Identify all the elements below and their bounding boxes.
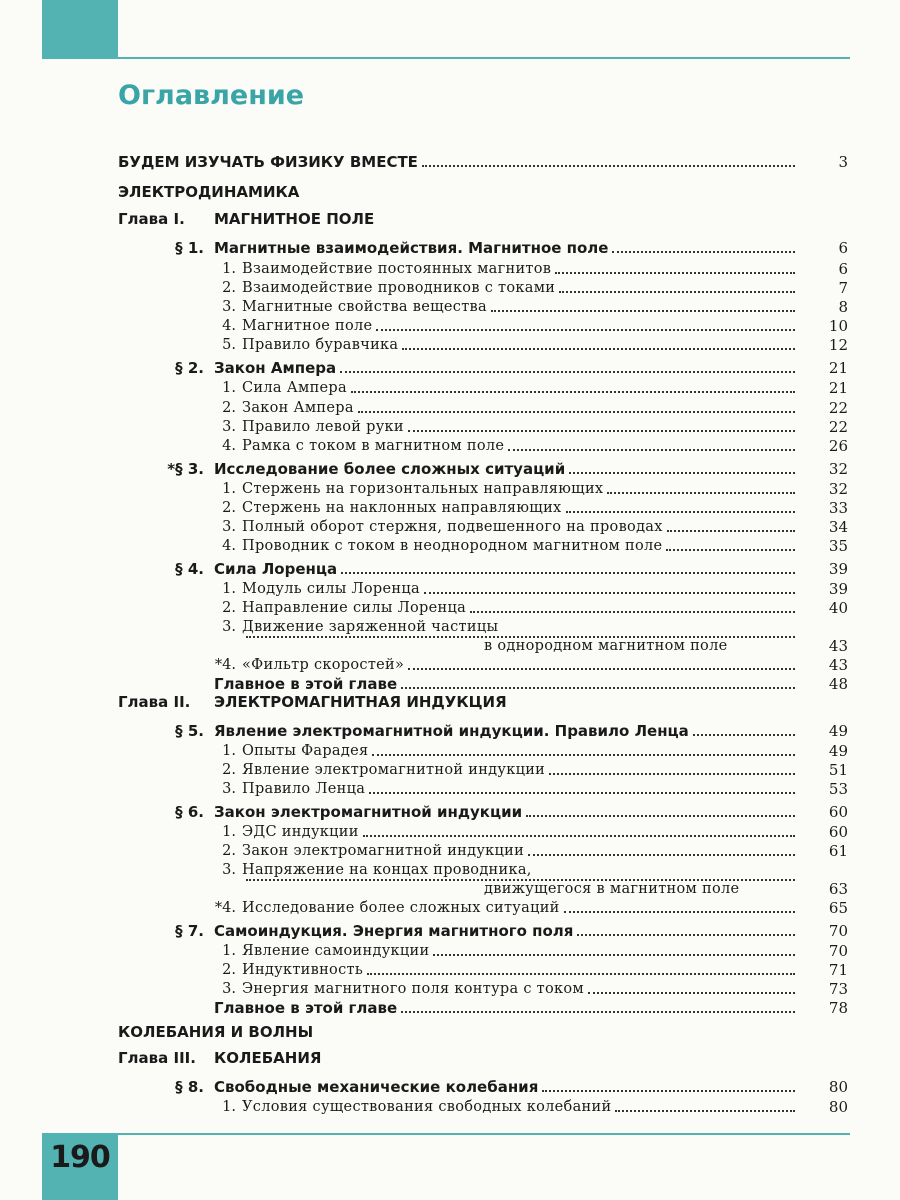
page-ref: 65 [828,899,848,917]
entry-title: Магнитные взаимодействия. Магнитное поле [214,239,609,257]
dot-leader [402,348,795,350]
footer-rule [42,1133,850,1135]
page-ref: 12 [828,336,848,354]
chapter-number: Глава II. [118,693,191,711]
item-number: 2. [222,500,236,516]
dot-leader [526,815,795,817]
section-number: § 7. [175,922,204,940]
entry-title: Проводник с током в неоднородном магнитном поле [242,538,663,554]
toc-entry [0,182,900,202]
dot-leader [372,754,795,756]
entry-title: Полный оборот стержня, подвешенного на проводах [242,519,663,535]
dot-leader [612,251,795,253]
toc-entry [0,459,900,479]
dot-leader [607,492,795,494]
toc-entry [0,960,900,980]
entry-title: Самоиндукция. Энергия магнитного поля [214,922,574,940]
toc-entry [0,921,900,941]
item-number: 4. [222,538,236,554]
item-number: 1. [222,824,236,840]
item-number: 3. [222,619,236,635]
dot-leader [401,687,795,689]
entry-title: Закон Ампера [214,359,337,377]
toc-entry [0,998,900,1018]
toc-entry [0,822,900,842]
entry-title: Правило буравчика [242,337,399,353]
page-ref: 39 [828,580,848,598]
item-number: *4. [214,657,236,673]
entry-title: Главное в этой главе [214,675,398,693]
entry-title: Правило левой руки [242,419,404,435]
section-number: § 5. [175,722,204,740]
chapter-title: МАГНИТНОЕ ПОЛЕ [214,210,375,228]
dot-leader [508,449,795,451]
page-ref: 22 [828,399,848,417]
dot-leader [433,954,795,956]
item-number: *4. [214,900,236,916]
dot-leader [667,530,795,532]
toc-entry [0,898,900,918]
page-ref: 80 [828,1098,848,1116]
dot-leader [424,592,795,594]
toc-entry [0,1048,900,1068]
dot-leader [549,773,795,775]
toc-entry [0,436,900,456]
toc-entry [0,1077,900,1097]
page-ref: 3 [838,153,848,171]
item-number: 1. [222,380,236,396]
item-number: 3. [222,519,236,535]
entry-title: Закон Ампера [242,400,354,416]
dot-leader [588,992,795,994]
entry-title: Стержень на горизонтальных направляющих [242,481,604,497]
item-number: 5. [222,337,236,353]
item-number: 1. [222,1099,236,1115]
toc-entry [0,655,900,675]
item-number: 2. [222,962,236,978]
page-ref: 26 [828,437,848,455]
toc-entry [0,941,900,961]
page-ref: 32 [828,460,848,478]
entry-title: Явление электромагнитной индукции. Правило Ленца [214,722,689,740]
toc-entry [0,779,900,799]
dot-leader [542,1090,795,1092]
dot-leader [422,165,795,167]
toc-entry [0,674,900,694]
entry-title: «Фильтр скоростей» [242,657,405,673]
page-ref: 48 [828,675,848,693]
item-number: 3. [222,419,236,435]
dot-leader [341,572,795,574]
page-ref: 21 [828,359,848,377]
entry-title: Исследование более сложных ситуаций [242,900,560,916]
page-ref: 49 [828,722,848,740]
dot-leader [566,511,795,513]
toc-entry [0,316,900,336]
entry-title-continued: движущегося в магнитном поле [484,881,740,897]
entry-title: Условия существования свободных колебаний [242,1099,612,1115]
entry-title: Магнитные свойства вещества [242,299,487,315]
item-number: 2. [222,280,236,296]
entry-title: Взаимодействие проводников с токами [242,280,556,296]
page-ref: 70 [828,922,848,940]
toc-entry [0,536,900,556]
dot-leader [666,549,795,551]
entry-title: Взаимодействие постоянных магнитов [242,261,552,277]
chapter-number: Глава I. [118,210,185,228]
section-number: § 4. [175,560,204,578]
dot-leader [340,371,795,373]
toc-entry [0,1097,900,1117]
chapter-title: ЭЛЕКТРОМАГНИТНАЯ ИНДУКЦИЯ [214,693,507,711]
dot-leader [369,792,795,794]
chapter-number: Глава III. [118,1049,196,1067]
entry-title: Индуктивность [242,962,364,978]
header-rule [42,57,850,59]
toc-entry [0,979,900,999]
dot-leader [401,1011,795,1013]
page-ref: 53 [828,780,848,798]
toc-entry [0,238,900,258]
dot-leader [564,911,795,913]
entry-title: Явление электромагнитной индукции [242,762,546,778]
page-ref: 43 [828,656,848,674]
entry-title: ЭДС индукции [242,824,359,840]
entry-title: Модуль силы Лоренца [242,581,420,597]
item-number: 1. [222,481,236,497]
toc-entry [0,278,900,298]
section-number: *§ 3. [167,460,204,478]
page-ref: 43 [828,637,848,655]
item-number: 3. [222,981,236,997]
toc-entry [0,417,900,437]
chapter-title: КОЛЕБАНИЯ [214,1049,322,1067]
toc-entry [0,398,900,418]
page-ref: 71 [828,961,848,979]
item-number: 3. [222,781,236,797]
dot-leader [491,310,795,312]
toc-entry [0,802,900,822]
item-number: 1. [222,743,236,759]
item-number: 1. [222,261,236,277]
dot-leader [367,973,795,975]
item-number: 3. [222,862,236,878]
toc-entry [0,617,900,637]
entry-title: Стержень на наклонных направляющих [242,500,562,516]
page-ref: 22 [828,418,848,436]
entry-title: Сила Лоренца [214,560,338,578]
page-ref: 73 [828,980,848,998]
page-ref: 63 [828,880,848,898]
page-ref: 39 [828,560,848,578]
dot-leader [615,1110,795,1112]
entry-title: БУДЕМ ИЗУЧАТЬ ФИЗИКУ ВМЕСТЕ [118,153,418,171]
part-title: КОЛЕБАНИЯ И ВОЛНЫ [118,1023,314,1041]
entry-title: Сила Ампера [242,380,347,396]
toc-entry [0,152,900,172]
item-number: 2. [222,400,236,416]
entry-title: Свободные механические колебания [214,1078,539,1096]
toc-entry [0,335,900,355]
page-ref: 6 [838,260,848,278]
part-title: ЭЛЕКТРОДИНАМИКА [118,183,300,201]
item-number: 1. [222,581,236,597]
entry-title: Исследование более сложных ситуаций [214,460,566,478]
entry-title: Энергия магнитного поля контура с током [242,981,584,997]
toc-entry [0,358,900,378]
dot-leader [577,934,795,936]
page-ref: 70 [828,942,848,960]
entry-title: Закон электромагнитной индукции [242,843,525,859]
toc-entry [0,259,900,279]
entry-title: Правило Ленца [242,781,366,797]
page-ref: 40 [828,599,848,617]
section-number: § 2. [175,359,204,377]
toc-entry [0,860,900,880]
entry-title: Напряжение на концах проводника, [242,862,532,878]
section-number: § 1. [175,239,204,257]
dot-leader [363,835,795,837]
toc-entry [0,879,900,899]
entry-title: Рамка с током в магнитном поле [242,438,505,454]
page-ref: 7 [838,279,848,297]
dot-leader [555,272,795,274]
page-ref: 51 [828,761,848,779]
toc-entry [0,721,900,741]
dot-leader [559,291,795,293]
dot-leader [408,668,795,670]
dot-leader [358,411,795,413]
item-number: 3. [222,299,236,315]
dot-leader [569,472,795,474]
entry-title: Опыты Фарадея [242,743,369,759]
item-number: 4. [222,438,236,454]
page-ref: 60 [828,823,848,841]
dot-leader [470,611,795,613]
entry-title: Движение заряженной частицы [242,619,499,635]
entry-title: Магнитное поле [242,318,373,334]
toc-entry [0,841,900,861]
page-ref: 61 [828,842,848,860]
toc-entry [0,579,900,599]
dot-leader [693,734,795,736]
page-ref: 49 [828,742,848,760]
page-ref: 35 [828,537,848,555]
item-number: 2. [222,762,236,778]
page-ref: 21 [828,379,848,397]
toc-entry [0,517,900,537]
section-number: § 6. [175,803,204,821]
dot-leader [351,391,795,393]
toc-entry [0,378,900,398]
toc-entry [0,692,900,712]
item-number: 2. [222,843,236,859]
entry-title: Направление силы Лоренца [242,600,467,616]
entry-title: Явление самоиндукции [242,943,430,959]
toc-entry [0,598,900,618]
toc-entry [0,741,900,761]
dot-leader [376,329,795,331]
page-ref: 34 [828,518,848,536]
entry-title-continued: в однородном магнитном поле [484,638,728,654]
header-color-tab [42,0,118,58]
page-ref: 32 [828,480,848,498]
item-number: 1. [222,943,236,959]
page-ref: 78 [828,999,848,1017]
toc-entry [0,1022,900,1042]
toc-entry [0,498,900,518]
toc-entry [0,209,900,229]
page-ref: 60 [828,803,848,821]
toc-entry [0,559,900,579]
item-number: 4. [222,318,236,334]
page-ref: 10 [828,317,848,335]
entry-title: Закон электромагнитной индукции [214,803,523,821]
toc-entry [0,760,900,780]
page-title: Оглавление [118,80,305,111]
page-ref: 8 [838,298,848,316]
page-number: 190 [50,1140,110,1175]
toc-entry [0,297,900,317]
toc-entry [0,636,900,656]
entry-title: Главное в этой главе [214,999,398,1017]
dot-leader [408,430,795,432]
page-ref: 80 [828,1078,848,1096]
page-ref: 33 [828,499,848,517]
toc-entry [0,479,900,499]
section-number: § 8. [175,1078,204,1096]
item-number: 2. [222,600,236,616]
page-ref: 6 [838,239,848,257]
dot-leader [528,854,795,856]
